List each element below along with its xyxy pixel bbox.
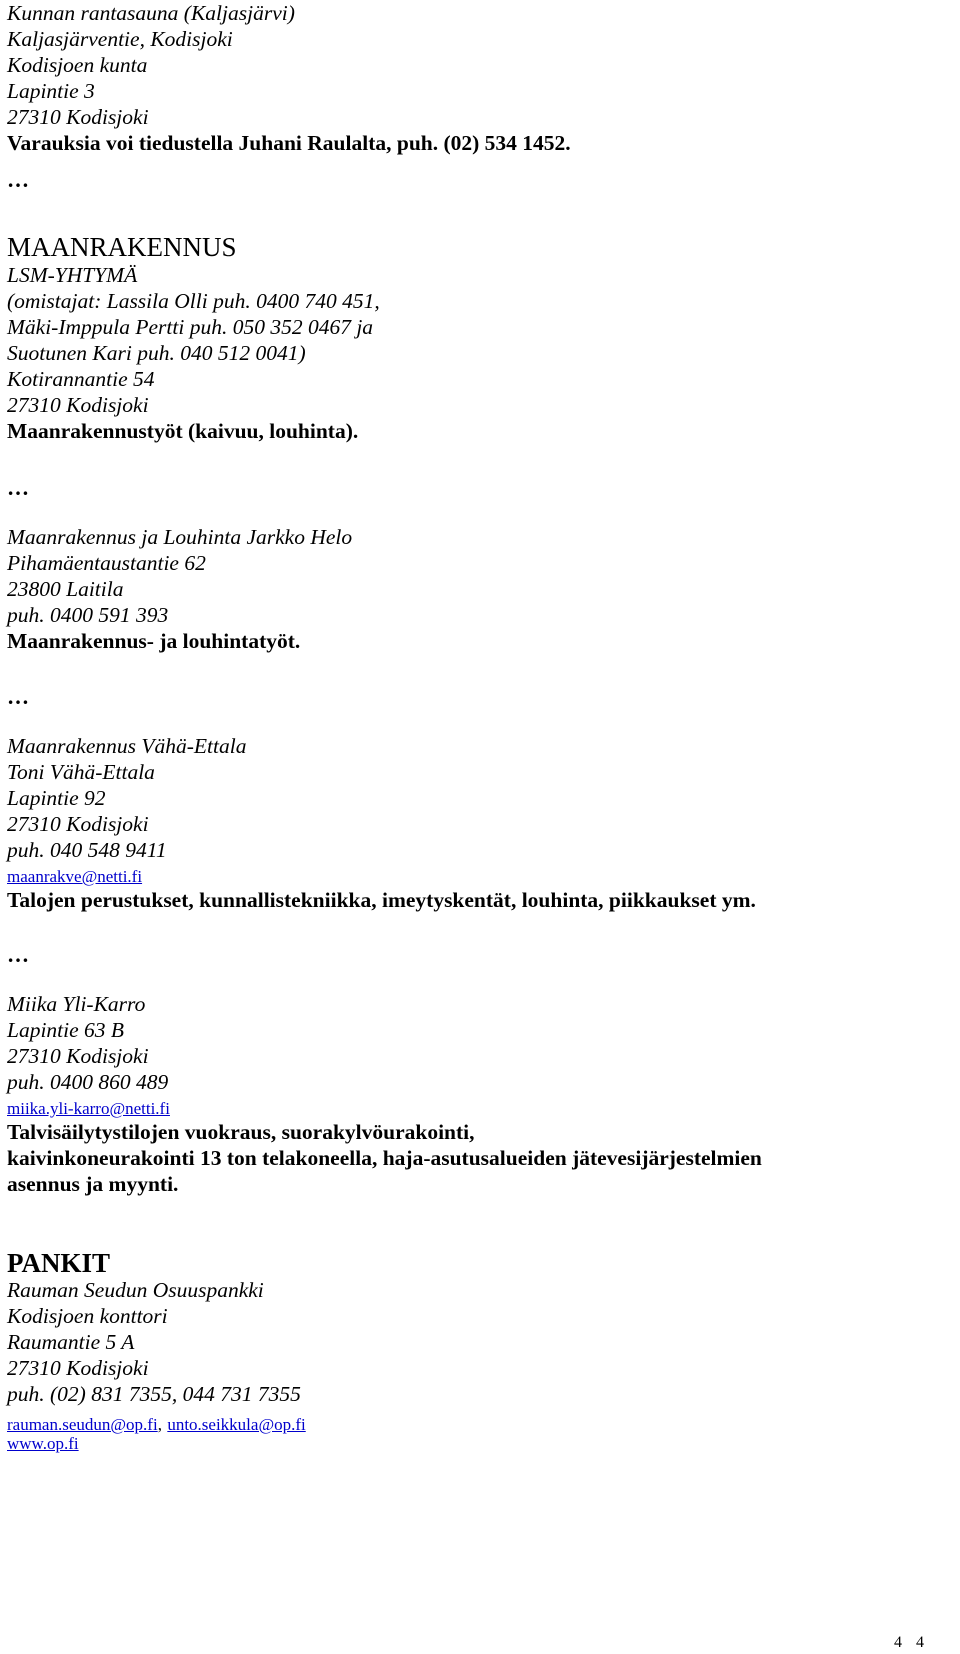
bank-email-link-2[interactable]: unto.seikkula@op.fi	[167, 1415, 306, 1434]
page-number	[880, 1634, 924, 1652]
ylikarro-description-3: asennus ja myynti.	[7, 1172, 179, 1196]
vaha-person: Toni Vähä-Ettala	[7, 760, 155, 784]
lsm-description: Maanrakennustyöt (kaivuu, louhinta).	[7, 419, 359, 443]
vaha-email-link[interactable]: maanrakve@netti.fi	[7, 867, 143, 886]
sauna-owner: Kodisjoen kunta	[7, 53, 148, 77]
vaha-postal: 27310 Kodisjoki	[7, 812, 149, 836]
page-number-total: 4	[916, 1634, 924, 1651]
bank-web-link[interactable]: www.op.fi	[7, 1434, 79, 1453]
helo-name: Maanrakennus ja Louhinta Jarkko Helo	[7, 525, 353, 549]
sauna-address: Lapintie 3	[7, 79, 95, 103]
sauna-postal: 27310 Kodisjoki	[7, 105, 149, 129]
vaha-address: Lapintie 92	[7, 786, 106, 810]
sauna-street: Kaljasjärventie, Kodisjoki	[7, 27, 233, 51]
section-heading-maanrakennus: MAANRAKENNUS	[7, 232, 237, 262]
lsm-postal: 27310 Kodisjoki	[7, 393, 149, 417]
lsm-address: Kotirannantie 54	[7, 367, 155, 391]
bank-address: Raumantie 5 A	[7, 1330, 135, 1354]
vaha-description: Talojen perustukset, kunnallistekniikka, imeytyskentät, louhinta, piikkaukset ym.	[7, 888, 756, 912]
ylikarro-postal: 27310 Kodisjoki	[7, 1044, 149, 1068]
bank-postal: 27310 Kodisjoki	[7, 1356, 149, 1380]
helo-phone: puh. 0400 591 393	[7, 603, 169, 627]
helo-postal: 23800 Laitila	[7, 577, 124, 601]
helo-description: Maanrakennus- ja louhintatyöt.	[7, 629, 301, 653]
sauna-note: Varauksia voi tiedustella Juhani Raulalta, puh. (02) 534 1452.	[7, 131, 571, 155]
email-separator: ,	[157, 1415, 162, 1434]
lsm-owners-3: Suotunen Kari puh. 040 512 0041)	[7, 341, 306, 365]
section-heading-pankit: PANKIT	[7, 1248, 111, 1278]
ellipsis-separator: …	[7, 942, 29, 967]
ylikarro-address: Lapintie 63 B	[7, 1018, 125, 1042]
bank-phone: puh. (02) 831 7355, 044 731 7355	[7, 1382, 301, 1406]
vaha-phone: puh. 040 548 9411	[7, 838, 167, 862]
bank-name: Rauman Seudun Osuuspankki	[7, 1278, 264, 1302]
ellipsis-separator: …	[7, 167, 29, 192]
bank-branch: Kodisjoen konttori	[7, 1304, 168, 1328]
ylikarro-name: Miika Yli-Karro	[7, 992, 146, 1016]
ellipsis-separator: …	[7, 684, 29, 709]
bank-email-link-1[interactable]: rauman.seudun@op.fi	[7, 1415, 158, 1434]
lsm-owners-2: Mäki-Imppula Pertti puh. 050 352 0467 ja	[7, 315, 374, 339]
ellipsis-separator: …	[7, 475, 29, 500]
lsm-owners-1: (omistajat: Lassila Olli puh. 0400 740 451,	[7, 289, 380, 313]
helo-address: Pihamäentaustantie 62	[7, 551, 206, 575]
lsm-name: LSM-YHTYMÄ	[7, 263, 138, 287]
page-number-current: 4	[894, 1634, 902, 1651]
sauna-title: Kunnan rantasauna (Kaljasjärvi)	[7, 1, 295, 25]
ylikarro-description-2: kaivinkoneurakointi 13 ton telakoneella, haja-asutusalueiden jätevesijärjestelmien	[7, 1146, 762, 1170]
vaha-name: Maanrakennus Vähä-Ettala	[7, 734, 247, 758]
ylikarro-description-1: Talvisäilytystilojen vuokraus, suorakylvöurakointi,	[7, 1120, 475, 1144]
ylikarro-phone: puh. 0400 860 489	[7, 1070, 169, 1094]
ylikarro-email-link[interactable]: miika.yli-karro@netti.fi	[7, 1099, 170, 1118]
